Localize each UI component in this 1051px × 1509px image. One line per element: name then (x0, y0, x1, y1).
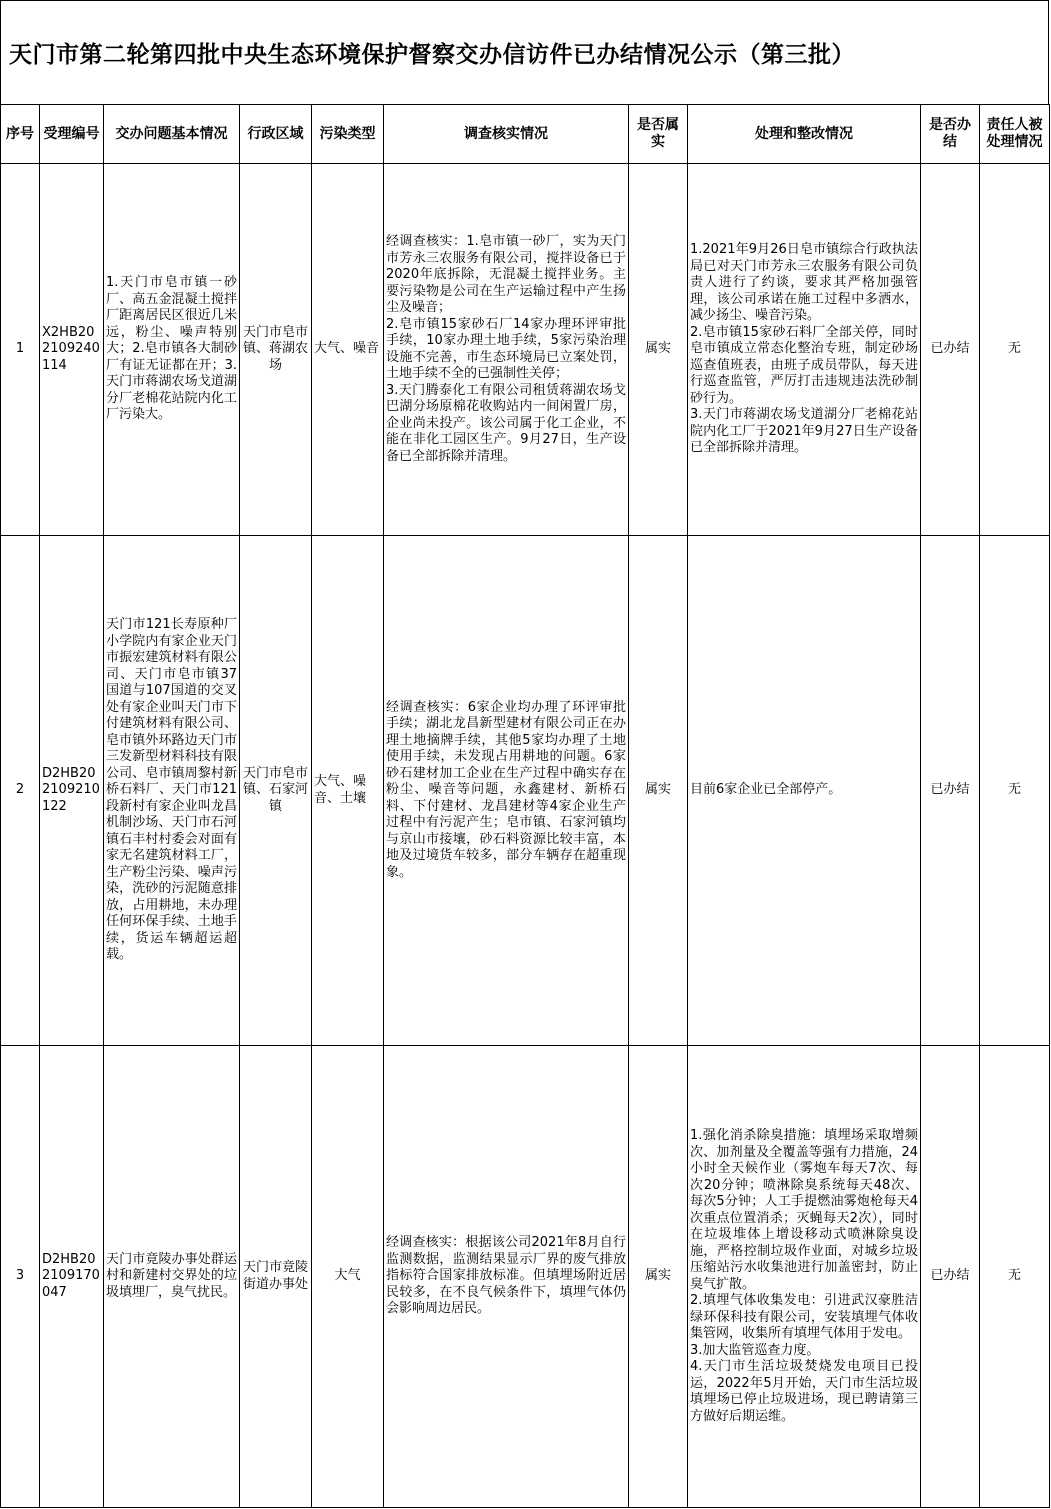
header-region: 行政区域 (240, 105, 312, 164)
cell-responsible: 无 (980, 164, 1050, 536)
cell-code: D2HB202109170047 (40, 1046, 104, 1508)
cell-region: 天门市皂市镇、石家河镇 (240, 536, 312, 1046)
cell-investigation: 经调查核实：根据该公司2021年8月自行监测数据，监测结果显示厂界的废气排放指标符合国家排放标准。但填埋场附近居民较多，在不良气候条件下，填埋气体仍会影响周边居民。 (384, 1046, 629, 1508)
table-row (1, 164, 1050, 536)
cell-problem: 天门市竟陵办事处群运村和新建村交界处的垃圾填埋厂，臭气扰民。 (104, 1046, 240, 1508)
cell-handling: 1.2021年9月26日皂市镇综合行政执法局已对天门市芳永三农服务有限公司负责人进行了约谈，要求其严格加强管理，该公司承诺在施工过程中多洒水，减少扬尘、噪音污染。 2.皂市镇15家砂石料厂全部关停，同时皂市镇成立常态化整治专班，制定砂场巡查值班表，由班子成员带队，每天进行巡查监管，严厉打击违规违法洗砂制砂行为。 3.天门市蒋湖农场戈道湖分厂老棉花站院内化工厂于2021年9月27日生产设备已全部拆除并清理。 (688, 164, 921, 536)
cell-pollution: 大气 (312, 1046, 384, 1508)
cell-code: D2HB202109210122 (40, 536, 104, 1046)
table-row (1, 1046, 1050, 1508)
cell-responsible: 无 (980, 1046, 1050, 1508)
cell-seq: 1 (1, 164, 40, 536)
cell-handling: 1.强化消杀除臭措施：填埋场采取增频次、加剂量及全覆盖等强有力措施，24小时全天候作业（雾炮车每天7次、每次20分钟；喷淋除臭系统每天48次、每次5分钟；人工手提燃油雾炮枪每天4次重点位置消杀；灭蝇每天2次），同时在垃圾堆体上增设移动式喷淋除臭设施，严格控制垃圾作业面，对城乡垃圾压缩站污水收集池进行加盖密封，防止臭气扩散。 2.填埋气体收集发电：引进武汉豪胜洁绿环保科技有限公司，安装填埋气体收集管网，收集所有填埋气体用于发电。 3.加大监管巡查力度。 4.天门市生活垃圾焚烧发电项目已投运，2022年5月开始，天门市生活垃圾填埋场已停止垃圾进场，现已聘请第三方做好后期运维。 (688, 1046, 921, 1508)
cell-problem: 天门市121长寿原种厂小学院内有家企业天门市振宏建筑材料有限公司、天门市皂市镇37国道与107国道的交叉处有家企业叫天门市下付建筑材料有限公司、皂市镇外环路边天门市三发新型材料科技有限公司、皂市镇周黎村新桥石料厂、天门市121段新村有家企业叫龙昌机制沙场、天门市石河镇石丰村村委会对面有家无名建筑材料工厂，生产粉尘污染、噪声污染，洗砂的污泥随意排放，占用耕地，未办理任何环保手续、土地手续，货运车辆超运超载。 (104, 536, 240, 1046)
cell-verified: 属实 (629, 1046, 688, 1508)
cell-investigation: 经调查核实：1.皂市镇一砂厂，实为天门市芳永三农服务有限公司，搅拌设备已于2020年底拆除，无混凝土搅拌业务。主要污染物是公司在生产运输过程中产生扬尘及噪音； 2.皂市镇15家砂石厂14家办理环评审批手续，10家办理土地手续，5家污染治理设施不完善，市生态环境局已立案处罚，土地手续不全的已强制性关停； 3.天门腾泰化工有限公司租赁蒋湖农场戈巴湖分场原棉花收购站内一间闲置厂房，企业尚未投产。该公司属于化工企业，不能在非化工园区生产。9月27日，生产设备已全部拆除并清理。 (384, 164, 629, 536)
cell-seq: 3 (1, 1046, 40, 1508)
cell-investigation: 经调查核实：6家企业均办理了环评审批手续；湖北龙昌新型建材有限公司正在办理土地摘牌手续，其他5家均办理了土地使用手续，未发现占用耕地的问题。6家砂石建材加工企业在生产过程中确实存在粉尘、噪音等问题，永鑫建材、新桥石料、下付建材、龙昌建材等4家企业生产过程中有污泥产生；皂市镇、石家河镇均与京山市接壤，砂石料资源比较丰富，本地及过境货车较多，部分车辆存在超重现象。 (384, 536, 629, 1046)
cell-closed: 已办结 (921, 536, 980, 1046)
header-responsible: 责任人被处理情况 (980, 105, 1050, 164)
header-seq: 序号 (1, 105, 40, 164)
cell-handling: 目前6家企业已全部停产。 (688, 536, 921, 1046)
cell-code: X2HB202109240114 (40, 164, 104, 536)
header-problem: 交办问题基本情况 (104, 105, 240, 164)
header-pollution: 污染类型 (312, 105, 384, 164)
cell-closed: 已办结 (921, 1046, 980, 1508)
table-header-row (1, 105, 1050, 164)
table-row (1, 536, 1050, 1046)
cell-region: 天门市皂市镇、蒋湖农场 (240, 164, 312, 536)
cell-pollution: 大气、噪音、土壤 (312, 536, 384, 1046)
cell-responsible: 无 (980, 536, 1050, 1046)
header-closed: 是否办结 (921, 105, 980, 164)
petition-table (0, 104, 1050, 1508)
cell-pollution: 大气、噪音 (312, 164, 384, 536)
header-code: 受理编号 (40, 105, 104, 164)
cell-region: 天门市竟陵街道办事处 (240, 1046, 312, 1508)
page-title: 天门市第二轮第四批中央生态环境保护督察交办信访件已办结情况公示（第三批） (0, 0, 1049, 104)
cell-verified: 属实 (629, 164, 688, 536)
cell-closed: 已办结 (921, 164, 980, 536)
cell-verified: 属实 (629, 536, 688, 1046)
header-investigation: 调查核实情况 (384, 105, 629, 164)
cell-seq: 2 (1, 536, 40, 1046)
cell-problem: 1.天门市皂市镇一砂厂、高五金混凝土搅拌厂距离居民区很近几米远，粉尘、噪声特别大；2.皂市镇各大制砂厂有证无证都在开；3.天门市蒋湖农场戈道湖分厂老棉花站院内化工厂污染大。 (104, 164, 240, 536)
header-verified: 是否属实 (629, 105, 688, 164)
header-handling: 处理和整改情况 (688, 105, 921, 164)
